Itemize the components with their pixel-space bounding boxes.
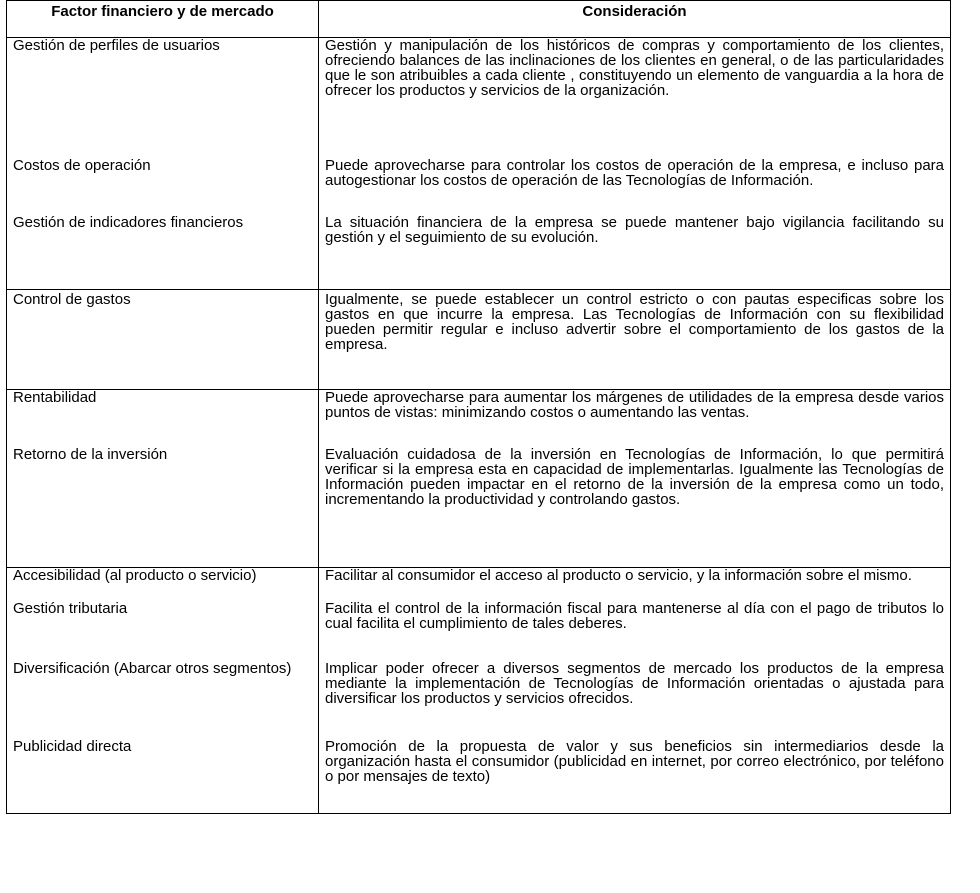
factor-cell: Retorno de la inversión (7, 447, 319, 568)
table-header (7, 1, 951, 38)
table-row (7, 290, 951, 390)
consideration-cell: Puede aprovecharse para aumentar los márgenes de utilidades de la empresa desde varios puntos de vistas: minimizando costos o aumentando las ventas. (319, 390, 951, 448)
factor-cell: Gestión tributaria (7, 601, 319, 661)
factor-cell: Costos de operación (7, 158, 319, 215)
consideration-cell: Promoción de la propuesta de valor y sus beneficios sin intermediarios desde la organización hasta el consumidor (publicidad en internet, por correo electrónico, por teléfono o por mensajes de texto) (319, 739, 951, 814)
table-row (7, 215, 951, 290)
table-row (7, 601, 951, 661)
factor-cell: Gestión de indicadores financieros (7, 215, 319, 290)
table-row (7, 739, 951, 814)
table-row (7, 661, 951, 739)
factor-cell: Control de gastos (7, 290, 319, 390)
table-row (7, 568, 951, 602)
factors-table-container (6, 0, 950, 814)
consideration-cell: La situación financiera de la empresa se puede mantener bajo vigilancia facilitando su gestión y el seguimiento de su evolución. (319, 215, 951, 290)
table-body (7, 38, 951, 814)
factor-cell: Gestión de perfiles de usuarios (7, 38, 319, 159)
consideration-cell: Evaluación cuidadosa de la inversión en Tecnologías de Información, lo que permitirá verificar si la empresa esta en capacidad de implementarlas. Igualmente las Tecnologías de Información pueden impactar en el retorno de la inversión de la empresa como un todo, incrementando la productividad y controlando gastos. (319, 447, 951, 568)
consideration-cell: Facilitar al consumidor el acceso al producto o servicio, y la información sobre el mismo. (319, 568, 951, 602)
header-consideration: Consideración (319, 1, 951, 38)
table-row (7, 447, 951, 568)
consideration-cell: Implicar poder ofrecer a diversos segmentos de mercado los productos de la empresa mediante la implementación de Tecnologías de Información orientadas o ajustada para diversificar los productos y servicios ofrecidos. (319, 661, 951, 739)
table-row (7, 390, 951, 448)
consideration-cell: Puede aprovecharse para controlar los costos de operación de la empresa, e incluso para autogestionar los costos de operación de las Tecnologías de Información. (319, 158, 951, 215)
consideration-cell: Gestión y manipulación de los históricos de compras y comportamiento de los clientes, ofreciendo balances de las inclinaciones de los clientes en general, o de las particularidades que le son atribuibles a cada cliente , constituyendo un elemento de vanguardia a la hora de ofrecer los productos y servicios de la organización. (319, 38, 951, 159)
factor-cell: Diversificación (Abarcar otros segmentos) (7, 661, 319, 739)
header-factor: Factor financiero y de mercado (7, 1, 319, 38)
factor-cell: Publicidad directa (7, 739, 319, 814)
table-row (7, 158, 951, 215)
factor-cell: Rentabilidad (7, 390, 319, 448)
header-row (7, 1, 951, 38)
consideration-cell: Facilita el control de la información fiscal para mantenerse al día con el pago de tributos lo cual facilita el cumplimiento de tales deberes. (319, 601, 951, 661)
factor-cell: Accesibilidad (al producto o servicio) (7, 568, 319, 602)
consideration-cell: Igualmente, se puede establecer un control estricto o con pautas especificas sobre los gastos en que incurre la empresa. Las Tecnologías de Información con su flexibilidad pueden permitir regular e incluso advertir sobre el comportamiento de los gastos de la empresa. (319, 290, 951, 390)
factors-table (6, 0, 951, 814)
table-row (7, 38, 951, 159)
